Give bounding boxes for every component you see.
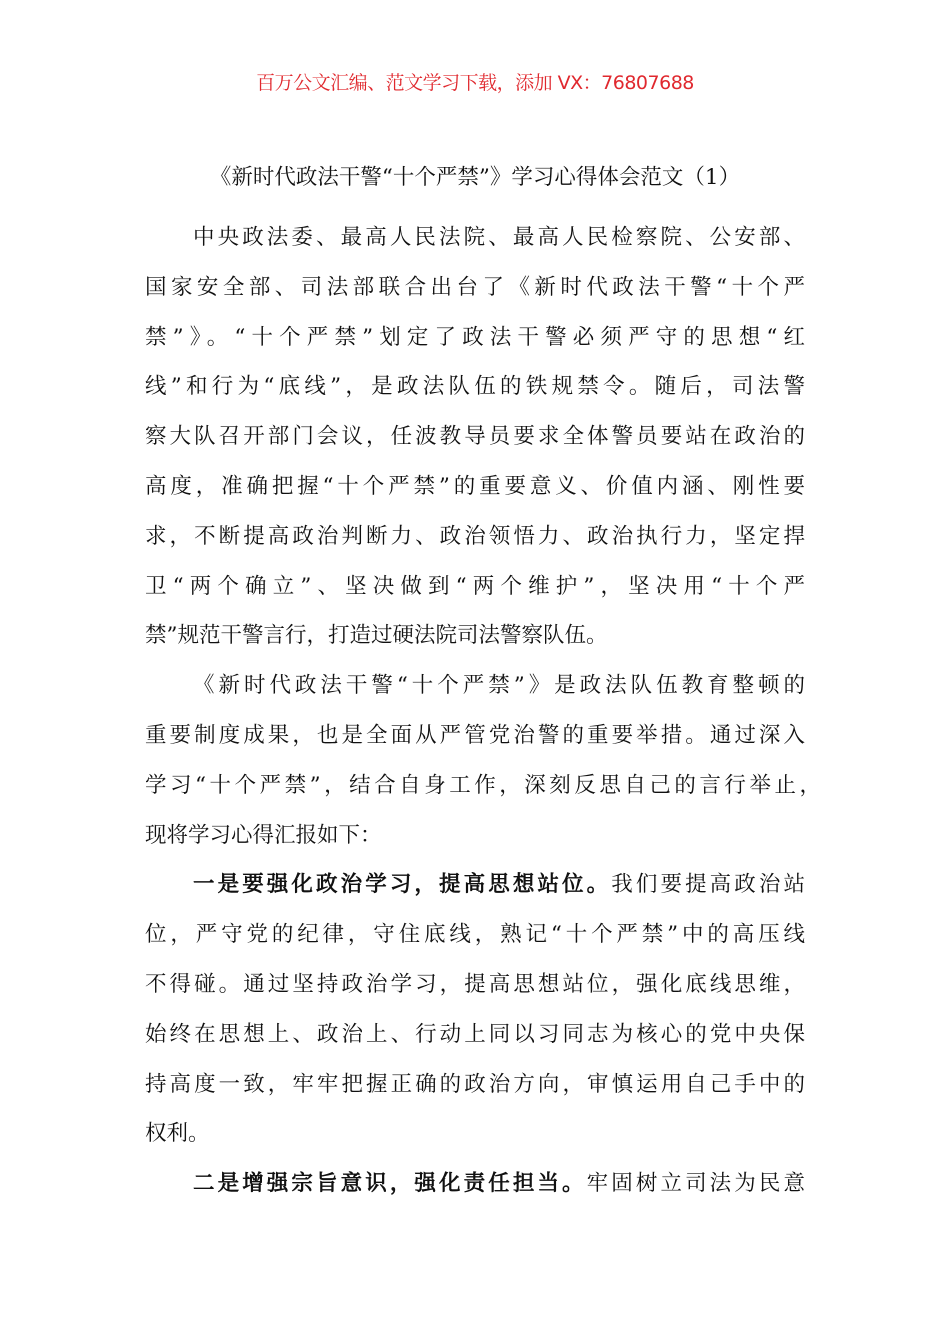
document-title: 《新时代政法干警“十个严禁”》学习心得体会范文（1） xyxy=(209,165,741,190)
text-line: 权利。 xyxy=(145,1121,210,1147)
text-line: 不得碰。通过坚持政治学习，提高思想站位，强化底线思维， xyxy=(145,971,805,997)
bold-heading: 二是增强宗旨意识，强化责任担当。 xyxy=(193,1171,587,1197)
text-line: 中央政法委、最高人民法院、最高人民检察院、公安部、 xyxy=(193,225,805,250)
text-line: 高度，准确把握“十个严禁”的重要意义、价值内涵、刚性要 xyxy=(145,473,805,499)
text-line xyxy=(145,1159,805,1209)
paragraph-2 xyxy=(145,661,821,860)
text-line: 持高度一致，牢牢把握正确的政治方向，审慎运用自己手中的 xyxy=(145,1071,805,1097)
text-line: 国家安全部、司法部联合出台了《新时代政法干警“十个严 xyxy=(145,274,805,300)
paragraph-1 xyxy=(145,213,805,661)
text-run: 我们要提高政治站 xyxy=(611,872,805,898)
text-line: 重要制度成果，也是全面从严管党治警的重要举措。通过深入 xyxy=(145,722,805,748)
document-body xyxy=(145,213,821,1209)
bold-heading: 一是要强化政治学习，提高思想站位。 xyxy=(193,872,612,898)
text-line: 始终在思想上、政治上、行动上同以习同志为核心的党中央保 xyxy=(145,1021,805,1047)
text-line: 学习“十个严禁”，结合自身工作，深刻反思自己的言行举止， xyxy=(145,772,821,798)
text-line: 卫“两个确立”、坚决做到“两个维护”，坚决用“十个严 xyxy=(145,573,805,599)
paragraph-3 xyxy=(145,860,805,1159)
text-run: 牢固树立司法为民意 xyxy=(586,1171,805,1197)
text-line: 《新时代政法干警“十个严禁”》是政法队伍教育整顿的 xyxy=(193,673,805,699)
paragraph-4 xyxy=(145,1159,805,1209)
text-line: 禁”规范干警言行，打造过硬法院司法警察队伍。 xyxy=(145,623,608,649)
text-line: 现将学习心得汇报如下： xyxy=(145,822,382,848)
text-line xyxy=(145,860,805,910)
watermark-header: 百万公文汇编、范文学习下载，添加 VX：76807688 xyxy=(256,72,694,94)
text-line: 禁”》。“十个严禁”划定了政法干警必须严守的思想“红 xyxy=(145,324,805,350)
text-line: 察大队召开部门会议，任波教导员要求全体警员要站在政治的 xyxy=(145,424,805,450)
text-line: 线”和行为“底线”，是政法队伍的铁规禁令。随后，司法警 xyxy=(145,374,805,400)
text-line: 求，不断提高政治判断力、政治领悟力、政治执行力，坚定捍 xyxy=(145,523,805,549)
text-line: 位，严守党的纪律，守住底线，熟记“十个严禁”中的高压线 xyxy=(145,922,805,948)
